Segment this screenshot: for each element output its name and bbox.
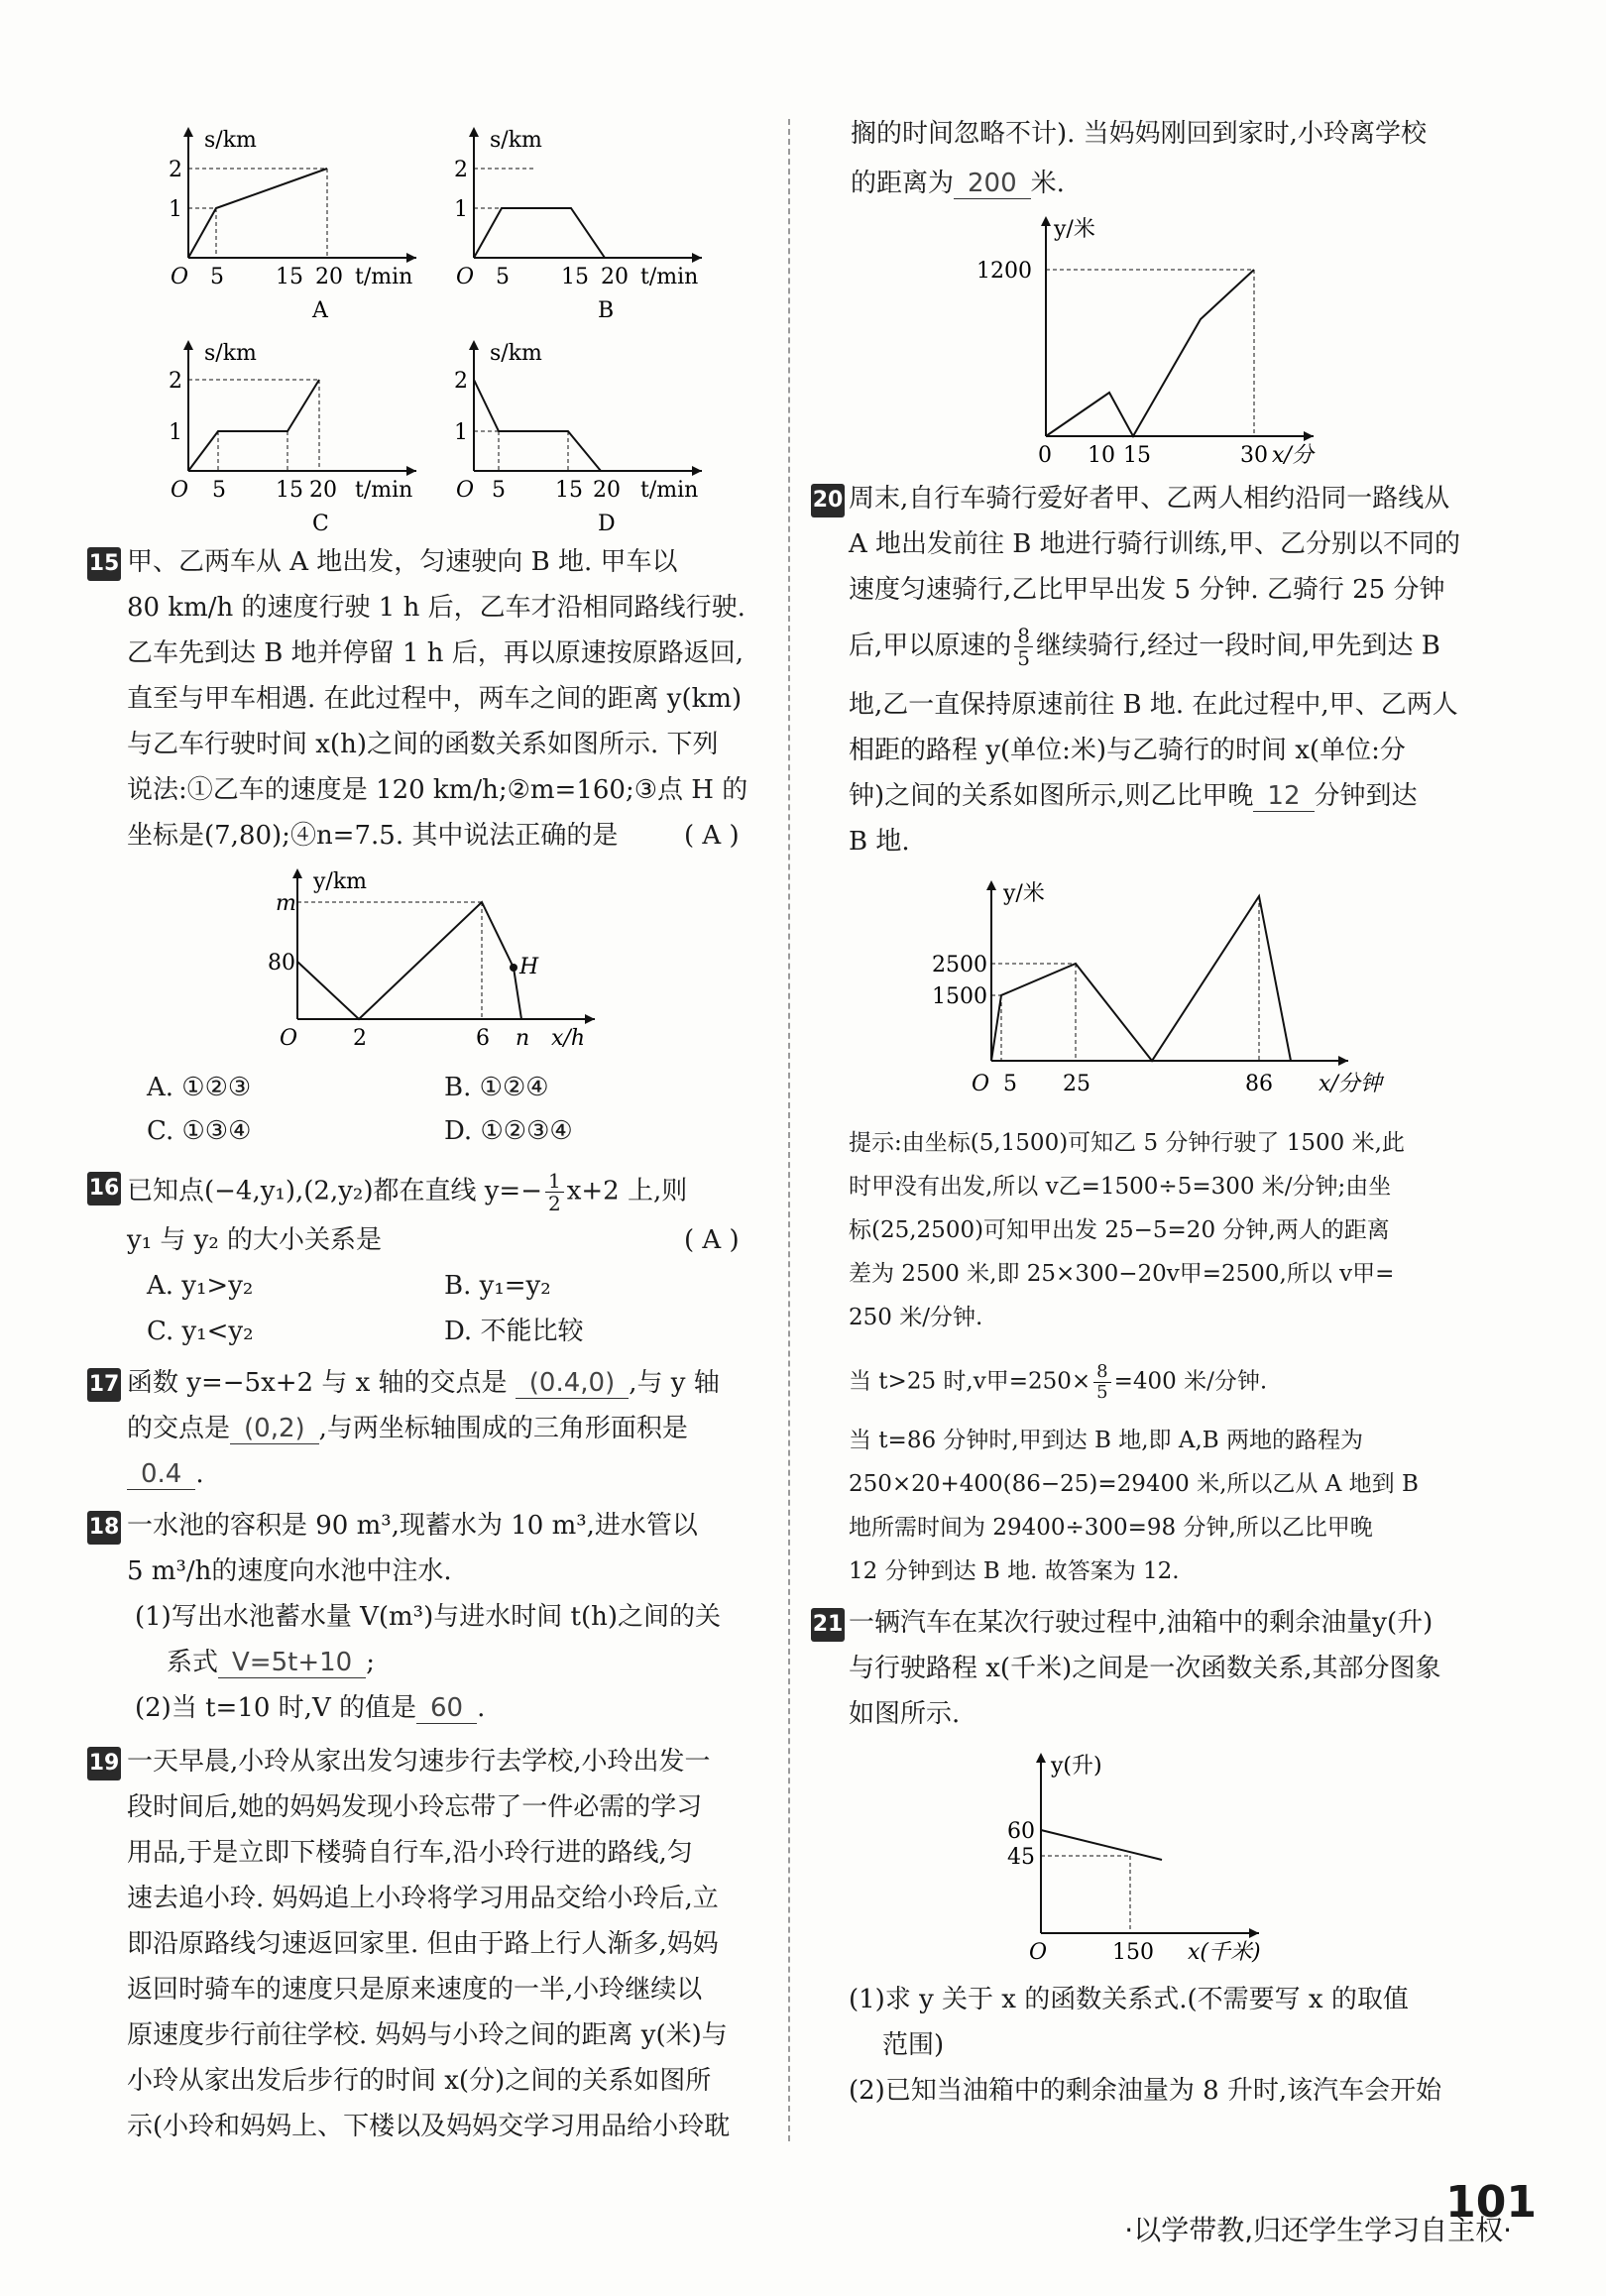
q16-option-a[interactable]: A. y₁>y₂ xyxy=(147,1271,254,1301)
question-number-17: 17 xyxy=(87,1368,121,1402)
svg-text:30: 30 xyxy=(1240,443,1268,468)
svg-text:1200: 1200 xyxy=(976,259,1032,284)
svg-text:y/米: y/米 xyxy=(1003,881,1045,906)
q20-hint-line-3: 标(25,2500)可知甲出发 25−5=20 分钟,两人的距离 xyxy=(849,1217,1390,1243)
q15-line-1: 甲、乙两车从 A 地出发，匀速驶向 B 地. 甲车以 xyxy=(127,547,678,577)
svg-text:O: O xyxy=(972,1072,990,1096)
svg-text:n: n xyxy=(516,1026,530,1051)
svg-text:t/min: t/min xyxy=(640,265,699,289)
q20-line-1: 周末,自行车骑行爱好者甲、乙两人相约沿同一路线从 xyxy=(849,484,1450,514)
svg-text:2: 2 xyxy=(454,369,468,394)
q21-graph xyxy=(1001,1745,1299,1973)
q16-option-b[interactable]: B. y₁=y₂ xyxy=(444,1271,551,1301)
q18-line-2: 5 m³/h的速度向水池中注水. xyxy=(127,1556,452,1586)
svg-text:m: m xyxy=(276,891,296,916)
q16-line-2: y₁ 与 y₂ 的大小关系是 xyxy=(127,1225,383,1255)
q15-line-6: 说法:①乙车的速度是 120 km/h;②m=160;③点 H 的 xyxy=(127,775,748,805)
q16-line-1: 已知点(−4,y₁),(2,y₂)都在直线 y=− $\frac{1}{2}$ x+2 上,则 xyxy=(127,1169,688,1215)
q15-line-3: 乙车先到达 B 地并停留 1 h 后，再以原速按原路返回, xyxy=(127,638,744,668)
q19-answer: 200 xyxy=(954,169,1031,199)
svg-text:O: O xyxy=(456,478,475,503)
svg-text:5: 5 xyxy=(496,265,510,289)
svg-text:2: 2 xyxy=(454,158,468,182)
q20-line-5: 地,乙一直保持原速前往 B 地. 在此过程中,甲、乙两人 xyxy=(849,690,1458,720)
q15-line-2: 80 km/h 的速度行驶 1 h 后，乙车才沿相同路线行驶. xyxy=(127,593,746,623)
q18-line-3: (1)写出水池蓄水量 V(m³)与进水时间 t(h)之间的关 xyxy=(135,1602,721,1632)
svg-text:5: 5 xyxy=(1003,1072,1017,1096)
q21-sub2-line-1: (2)已知当油箱中的剩余油量为 8 升时,该汽车会开始 xyxy=(849,2076,1442,2106)
q19-line-2: 段时间后,她的妈妈发现小玲忘带了一件必需的学习 xyxy=(127,1792,703,1822)
question-number-19: 19 xyxy=(87,1747,121,1780)
q20-line-3: 速度匀速骑行,乙比甲早出发 5 分钟. 乙骑行 25 分钟 xyxy=(849,575,1445,605)
q19-line-9: 示(小玲和妈妈上、下楼以及妈妈交学习用品给小玲耽 xyxy=(127,2112,731,2141)
svg-text:60: 60 xyxy=(1007,1819,1035,1844)
q14-graph-d xyxy=(444,332,712,540)
svg-text:45: 45 xyxy=(1007,1845,1035,1870)
q21-line-1: 一辆汽车在某次行驶过程中,油箱中的剩余油量y(升) xyxy=(849,1608,1434,1638)
svg-text:t/min: t/min xyxy=(355,265,413,289)
q20-answer: 12 xyxy=(1253,781,1314,812)
q16-option-c[interactable]: C. y₁<y₂ xyxy=(147,1317,254,1346)
q20-line-4: 后,甲以原速的 $\frac{8}{5}$ 继续骑行,经过一段时间,甲先到达 B xyxy=(849,624,1440,670)
q21-sub1-line-1: (1)求 y 关于 x 的函数关系式.(不需要写 x 的取值 xyxy=(849,1985,1409,2014)
q17-line-2: 的交点是 (0,2) ,与两坐标轴围成的三角形面积是 xyxy=(127,1414,688,1443)
q19-cont-2: 的距离为 200 米. xyxy=(851,169,1065,198)
q20-hint-line-2: 时甲没有出发,所以 v乙=1500÷5=300 米/分钟;由坐 xyxy=(849,1174,1392,1200)
svg-text:t/min: t/min xyxy=(640,478,699,503)
question-number-16: 16 xyxy=(87,1172,121,1205)
q15-answer: ( A ) xyxy=(684,821,740,851)
svg-text:2: 2 xyxy=(169,158,182,182)
q21-line-3: 如图所示. xyxy=(849,1699,961,1729)
q19-line-1: 一天早晨,小玲从家出发匀速步行去学校,小玲出发一 xyxy=(127,1747,711,1777)
svg-text:y/km: y/km xyxy=(313,869,368,894)
q15-line-5: 与乙车行驶时间 x(h)之间的函数关系如图所示. 下列 xyxy=(127,730,719,759)
q17-answer-3: 0.4 xyxy=(127,1459,195,1490)
q18-answer-1: V=5t+10 xyxy=(218,1648,366,1678)
q20-hint-line-10: 12 分钟到达 B 地. 故答案为 12. xyxy=(849,1558,1180,1584)
q19-line-5: 即沿原路线匀速返回家里. 但由于路上行人渐多,妈妈 xyxy=(127,1929,719,1959)
q19-line-6: 返回时骑车的速度只是原来速度的一半,小玲继续以 xyxy=(127,1975,703,2005)
q16-answer: ( A ) xyxy=(684,1225,740,1255)
svg-text:2: 2 xyxy=(353,1026,367,1051)
column-divider xyxy=(788,119,790,2141)
svg-text:1: 1 xyxy=(454,197,468,222)
svg-text:0: 0 xyxy=(1038,443,1052,468)
q20-hint-line-6: 当 t>25 时,v甲=250× $\frac{8}{5}$ =400 米/分钟. xyxy=(849,1361,1268,1403)
q15-option-d[interactable]: D. ①②③④ xyxy=(444,1116,573,1146)
svg-text:O: O xyxy=(171,478,189,503)
svg-text:O: O xyxy=(1029,1940,1048,1965)
svg-text:1: 1 xyxy=(169,197,182,222)
q16-option-d[interactable]: D. 不能比较 xyxy=(444,1317,584,1346)
q20-hint-line-7: 当 t=86 分钟时,甲到达 B 地,即 A,B 两地的路程为 xyxy=(849,1428,1363,1453)
q20-hint-line-5: 250 米/分钟. xyxy=(849,1305,983,1330)
question-number-15: 15 xyxy=(87,547,121,581)
q20-line-6: 相距的路程 y(单位:米)与乙骑行的时间 x(单位:分 xyxy=(849,736,1406,765)
svg-text:A: A xyxy=(312,298,328,323)
svg-text:15: 15 xyxy=(276,265,303,289)
svg-text:20: 20 xyxy=(315,265,343,289)
svg-text:s/km: s/km xyxy=(490,128,542,153)
q20-line-8: B 地. xyxy=(849,827,910,857)
q20-hint-line-1: 提示:由坐标(5,1500)可知乙 5 分钟行驶了 1500 米,此 xyxy=(849,1130,1405,1156)
q17-answer-1: (0.4,0) xyxy=(516,1368,629,1399)
svg-text:2500: 2500 xyxy=(932,953,987,977)
q15-option-b[interactable]: B. ①②④ xyxy=(444,1073,549,1102)
q21-sub1-line-2: 范围) xyxy=(882,2030,945,2060)
svg-text:y/米: y/米 xyxy=(1054,217,1095,242)
svg-text:1500: 1500 xyxy=(932,984,987,1009)
svg-text:5: 5 xyxy=(492,478,506,503)
svg-text:x/h: x/h xyxy=(551,1026,585,1051)
svg-text:C: C xyxy=(312,512,329,536)
q15-option-c[interactable]: C. ①③④ xyxy=(147,1116,252,1146)
q20-line-2: A 地出发前往 B 地进行骑行训练,甲、乙分别以不同的 xyxy=(849,529,1460,559)
svg-text:H: H xyxy=(519,955,539,979)
footer-motto: ·以学带教,归还学生学习自主权· xyxy=(1124,2214,1512,2246)
q19-graph xyxy=(976,208,1343,476)
q17-answer-2: (0,2) xyxy=(230,1414,319,1444)
q14-graph-b xyxy=(444,119,712,327)
svg-text:2: 2 xyxy=(169,369,182,394)
q15-option-a[interactable]: A. ①②③ xyxy=(147,1073,252,1102)
q17-line-3: 0.4 . xyxy=(127,1457,204,1491)
svg-text:20: 20 xyxy=(601,265,629,289)
svg-text:20: 20 xyxy=(309,478,337,503)
q19-line-7: 原速度步行前往学校. 妈妈与小玲之间的距离 y(米)与 xyxy=(127,2020,728,2050)
svg-text:150: 150 xyxy=(1112,1940,1154,1965)
q21-line-2: 与行驶路程 x(千米)之间是一次函数关系,其部分图象 xyxy=(849,1654,1441,1683)
svg-text:1: 1 xyxy=(169,420,182,445)
q14-graph-c xyxy=(159,332,426,540)
svg-text:5: 5 xyxy=(210,265,224,289)
question-number-20: 20 xyxy=(811,484,845,517)
q20-hint-line-8: 250×20+400(86−25)=29400 米,所以乙从 A 地到 B xyxy=(849,1471,1419,1497)
svg-text:O: O xyxy=(456,265,475,289)
question-number-21: 21 xyxy=(811,1608,845,1642)
svg-text:15: 15 xyxy=(276,478,303,503)
q17-line-1: 函数 y=−5x+2 与 x 轴的交点是 (0.4,0) ,与 y 轴 xyxy=(127,1368,720,1398)
q19-cont-1: 搁的时间忽略不计). 当妈妈刚回到家时,小玲离学校 xyxy=(851,119,1427,149)
q18-answer-2: 60 xyxy=(416,1693,477,1724)
svg-text:5: 5 xyxy=(212,478,226,503)
q20-hint-line-4: 差为 2500 米,即 25×300−20v甲=2500,所以 v甲= xyxy=(849,1261,1395,1287)
q18-line-1: 一水池的容积是 90 m³,现蓄水为 10 m³,进水管以 xyxy=(127,1511,698,1541)
svg-text:15: 15 xyxy=(1123,443,1151,468)
q20-graph xyxy=(922,872,1408,1110)
q20-line-7: 钟)之间的关系如图所示,则乙比甲晚 12 分钟到达 xyxy=(849,781,1418,811)
question-number-18: 18 xyxy=(87,1511,121,1545)
svg-text:x/分钟: x/分钟 xyxy=(1319,1072,1382,1096)
svg-text:y(升): y(升) xyxy=(1051,1754,1102,1779)
q15-graph xyxy=(268,861,605,1059)
q19-line-8: 小玲从家出发后步行的时间 x(分)之间的关系如图所 xyxy=(127,2066,712,2096)
svg-text:6: 6 xyxy=(476,1026,490,1051)
svg-text:D: D xyxy=(598,512,616,536)
svg-text:x(千米): x(千米) xyxy=(1188,1940,1261,1965)
q19-line-3: 用品,于是立即下楼骑自行车,沿小玲行进的路线,匀 xyxy=(127,1838,693,1868)
q18-line-4: 系式 V=5t+10 ; xyxy=(167,1648,375,1677)
svg-text:x/分: x/分 xyxy=(1272,443,1314,468)
svg-text:15: 15 xyxy=(555,478,583,503)
y-label: s/km xyxy=(204,128,257,153)
q20-hint-line-9: 地所需时间为 29400÷300=98 分钟,所以乙比甲晚 xyxy=(849,1515,1373,1541)
q14-graph-a xyxy=(159,119,426,327)
svg-text:10: 10 xyxy=(1088,443,1115,468)
svg-text:s/km: s/km xyxy=(490,341,542,366)
svg-text:O: O xyxy=(280,1026,298,1051)
page-number: 101 xyxy=(1445,2177,1537,2228)
q18-line-5: (2)当 t=10 时,V 的值是 60 . xyxy=(135,1693,486,1723)
svg-text:O: O xyxy=(171,265,189,289)
svg-text:1: 1 xyxy=(454,420,468,445)
q15-line-4: 直至与甲车相遇. 在此过程中，两车之间的距离 y(km) xyxy=(127,684,743,714)
svg-text:15: 15 xyxy=(561,265,589,289)
svg-text:25: 25 xyxy=(1063,1072,1090,1096)
svg-text:t/min: t/min xyxy=(355,478,413,503)
q15-line-7: 坐标是(7,80);④n=7.5. 其中说法正确的是 xyxy=(127,821,619,851)
svg-text:80: 80 xyxy=(268,951,295,976)
svg-text:86: 86 xyxy=(1245,1072,1273,1096)
q19-line-4: 速去追小玲. 妈妈追上小玲将学习用品交给小玲后,立 xyxy=(127,1884,719,1913)
svg-text:B: B xyxy=(598,298,615,323)
svg-text:s/km: s/km xyxy=(204,341,257,366)
svg-text:20: 20 xyxy=(593,478,621,503)
